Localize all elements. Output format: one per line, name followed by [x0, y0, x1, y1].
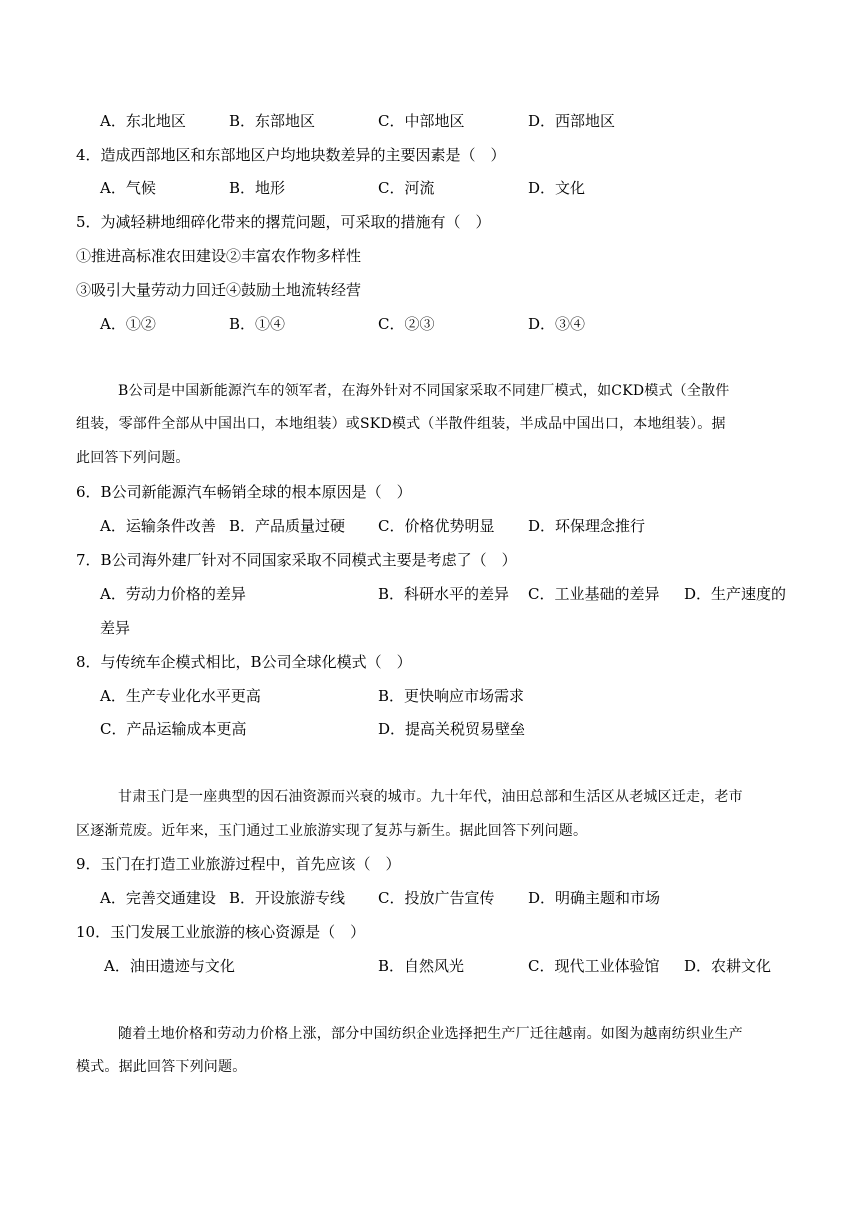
passage-b-line-1: B公司是中国新能源汽车的领军者，在海外针对不同国家采取不同建厂模式，如CKD模式（全散件 — [118, 383, 730, 399]
q8-option-d: D．提高关税贸易壁垒 — [378, 720, 526, 738]
q8-stem: 8．与传统车企模式相比，B公司全球化模式（ ） — [76, 653, 412, 671]
q8-option-c: C．产品运输成本更高 — [100, 720, 247, 738]
q10-option-b: B．自然风光 — [378, 957, 465, 975]
q7-option-a: A．劳动力价格的差异 — [100, 585, 246, 603]
q6-option-d: D．环保理念推行 — [528, 517, 646, 535]
q3-option-c: C．中部地区 — [378, 112, 465, 130]
passage-yumen-line-2: 区逐渐荒废。近年来，玉门通过工业旅游实现了复苏与新生。据此回答下列问题。 — [76, 823, 588, 839]
q7-option-d-wrap: 差异 — [100, 619, 131, 637]
q4-stem: 4．造成西部地区和东部地区户均地块数差异的主要因素是（ ） — [76, 146, 506, 164]
q3-option-b: B．东部地区 — [229, 112, 316, 130]
q9-option-d: D．明确主题和市场 — [528, 889, 661, 907]
q7-option-b: B．科研水平的差异 — [378, 585, 510, 603]
passage-yumen-line-1: 甘肃玉门是一座典型的因石油资源而兴衰的城市。九十年代，油田总部和生活区从老城区迁走，老市 — [118, 789, 743, 805]
q7-stem: 7．B公司海外建厂针对不同国家采取不同模式主要是考虑了（ ） — [76, 551, 517, 569]
q7-option-d: D．生产速度的 — [684, 585, 787, 603]
q5-item-line-2: ③吸引大量劳动力回迁④鼓励土地流转经营 — [76, 281, 362, 299]
q9-stem: 9．玉门在打造工业旅游过程中，首先应该（ ） — [76, 855, 401, 873]
q3-option-a: A．东北地区 — [100, 112, 186, 130]
q10-option-d: D．农耕文化 — [684, 957, 772, 975]
q6-option-b: B．产品质量过硬 — [229, 517, 346, 535]
q4-option-c: C．河流 — [378, 179, 435, 197]
q10-option-c: C．现代工业体验馆 — [528, 957, 660, 975]
q9-option-a: A．完善交通建设 — [100, 889, 216, 907]
q10-option-a: A．油田遗迹与文化 — [104, 957, 235, 975]
q9-option-b: B．开设旅游专线 — [229, 889, 346, 907]
q5-option-d: D．③④ — [528, 315, 586, 333]
q4-option-a: A．气候 — [100, 179, 156, 197]
q6-option-c: C．价格优势明显 — [378, 517, 495, 535]
q5-option-a: A．①② — [100, 315, 156, 333]
q8-option-b: B．更快响应市场需求 — [378, 687, 525, 705]
q8-option-a: A．生产专业化水平更高 — [100, 687, 261, 705]
q6-option-a: A．运输条件改善 — [100, 517, 216, 535]
passage-vietnam-line-1: 随着土地价格和劳动力价格上涨，部分中国纺织企业选择把生产厂迁往越南。如图为越南纺织业生产 — [118, 1026, 743, 1042]
q10-stem: 10．玉门发展工业旅游的核心资源是（ ） — [76, 923, 366, 941]
q4-option-b: B．地形 — [229, 179, 286, 197]
q3-option-d: D．西部地区 — [528, 112, 616, 130]
q7-option-c: C．工业基础的差异 — [528, 585, 660, 603]
q9-option-c: C．投放广告宣传 — [378, 889, 495, 907]
passage-b-line-2: 组装，零部件全部从中国出口，本地组装）或SKD模式（半散件组装，半成品中国出口，本地组装）。据 — [76, 416, 726, 432]
q5-option-c: C．②③ — [378, 315, 435, 333]
q6-stem: 6．B公司新能源汽车畅销全球的根本原因是（ ） — [76, 483, 412, 501]
passage-b-line-3: 此回答下列问题。 — [76, 450, 190, 466]
q5-item-line-1: ①推进高标准农田建设②丰富农作物多样性 — [76, 247, 362, 265]
q5-stem: 5．为减轻耕地细碎化带来的撂荒问题，可采取的措施有（ ） — [76, 213, 491, 231]
q5-option-b: B．①④ — [229, 315, 286, 333]
passage-vietnam-line-2: 模式。据此回答下列问题。 — [76, 1059, 247, 1075]
q4-option-d: D．文化 — [528, 179, 586, 197]
